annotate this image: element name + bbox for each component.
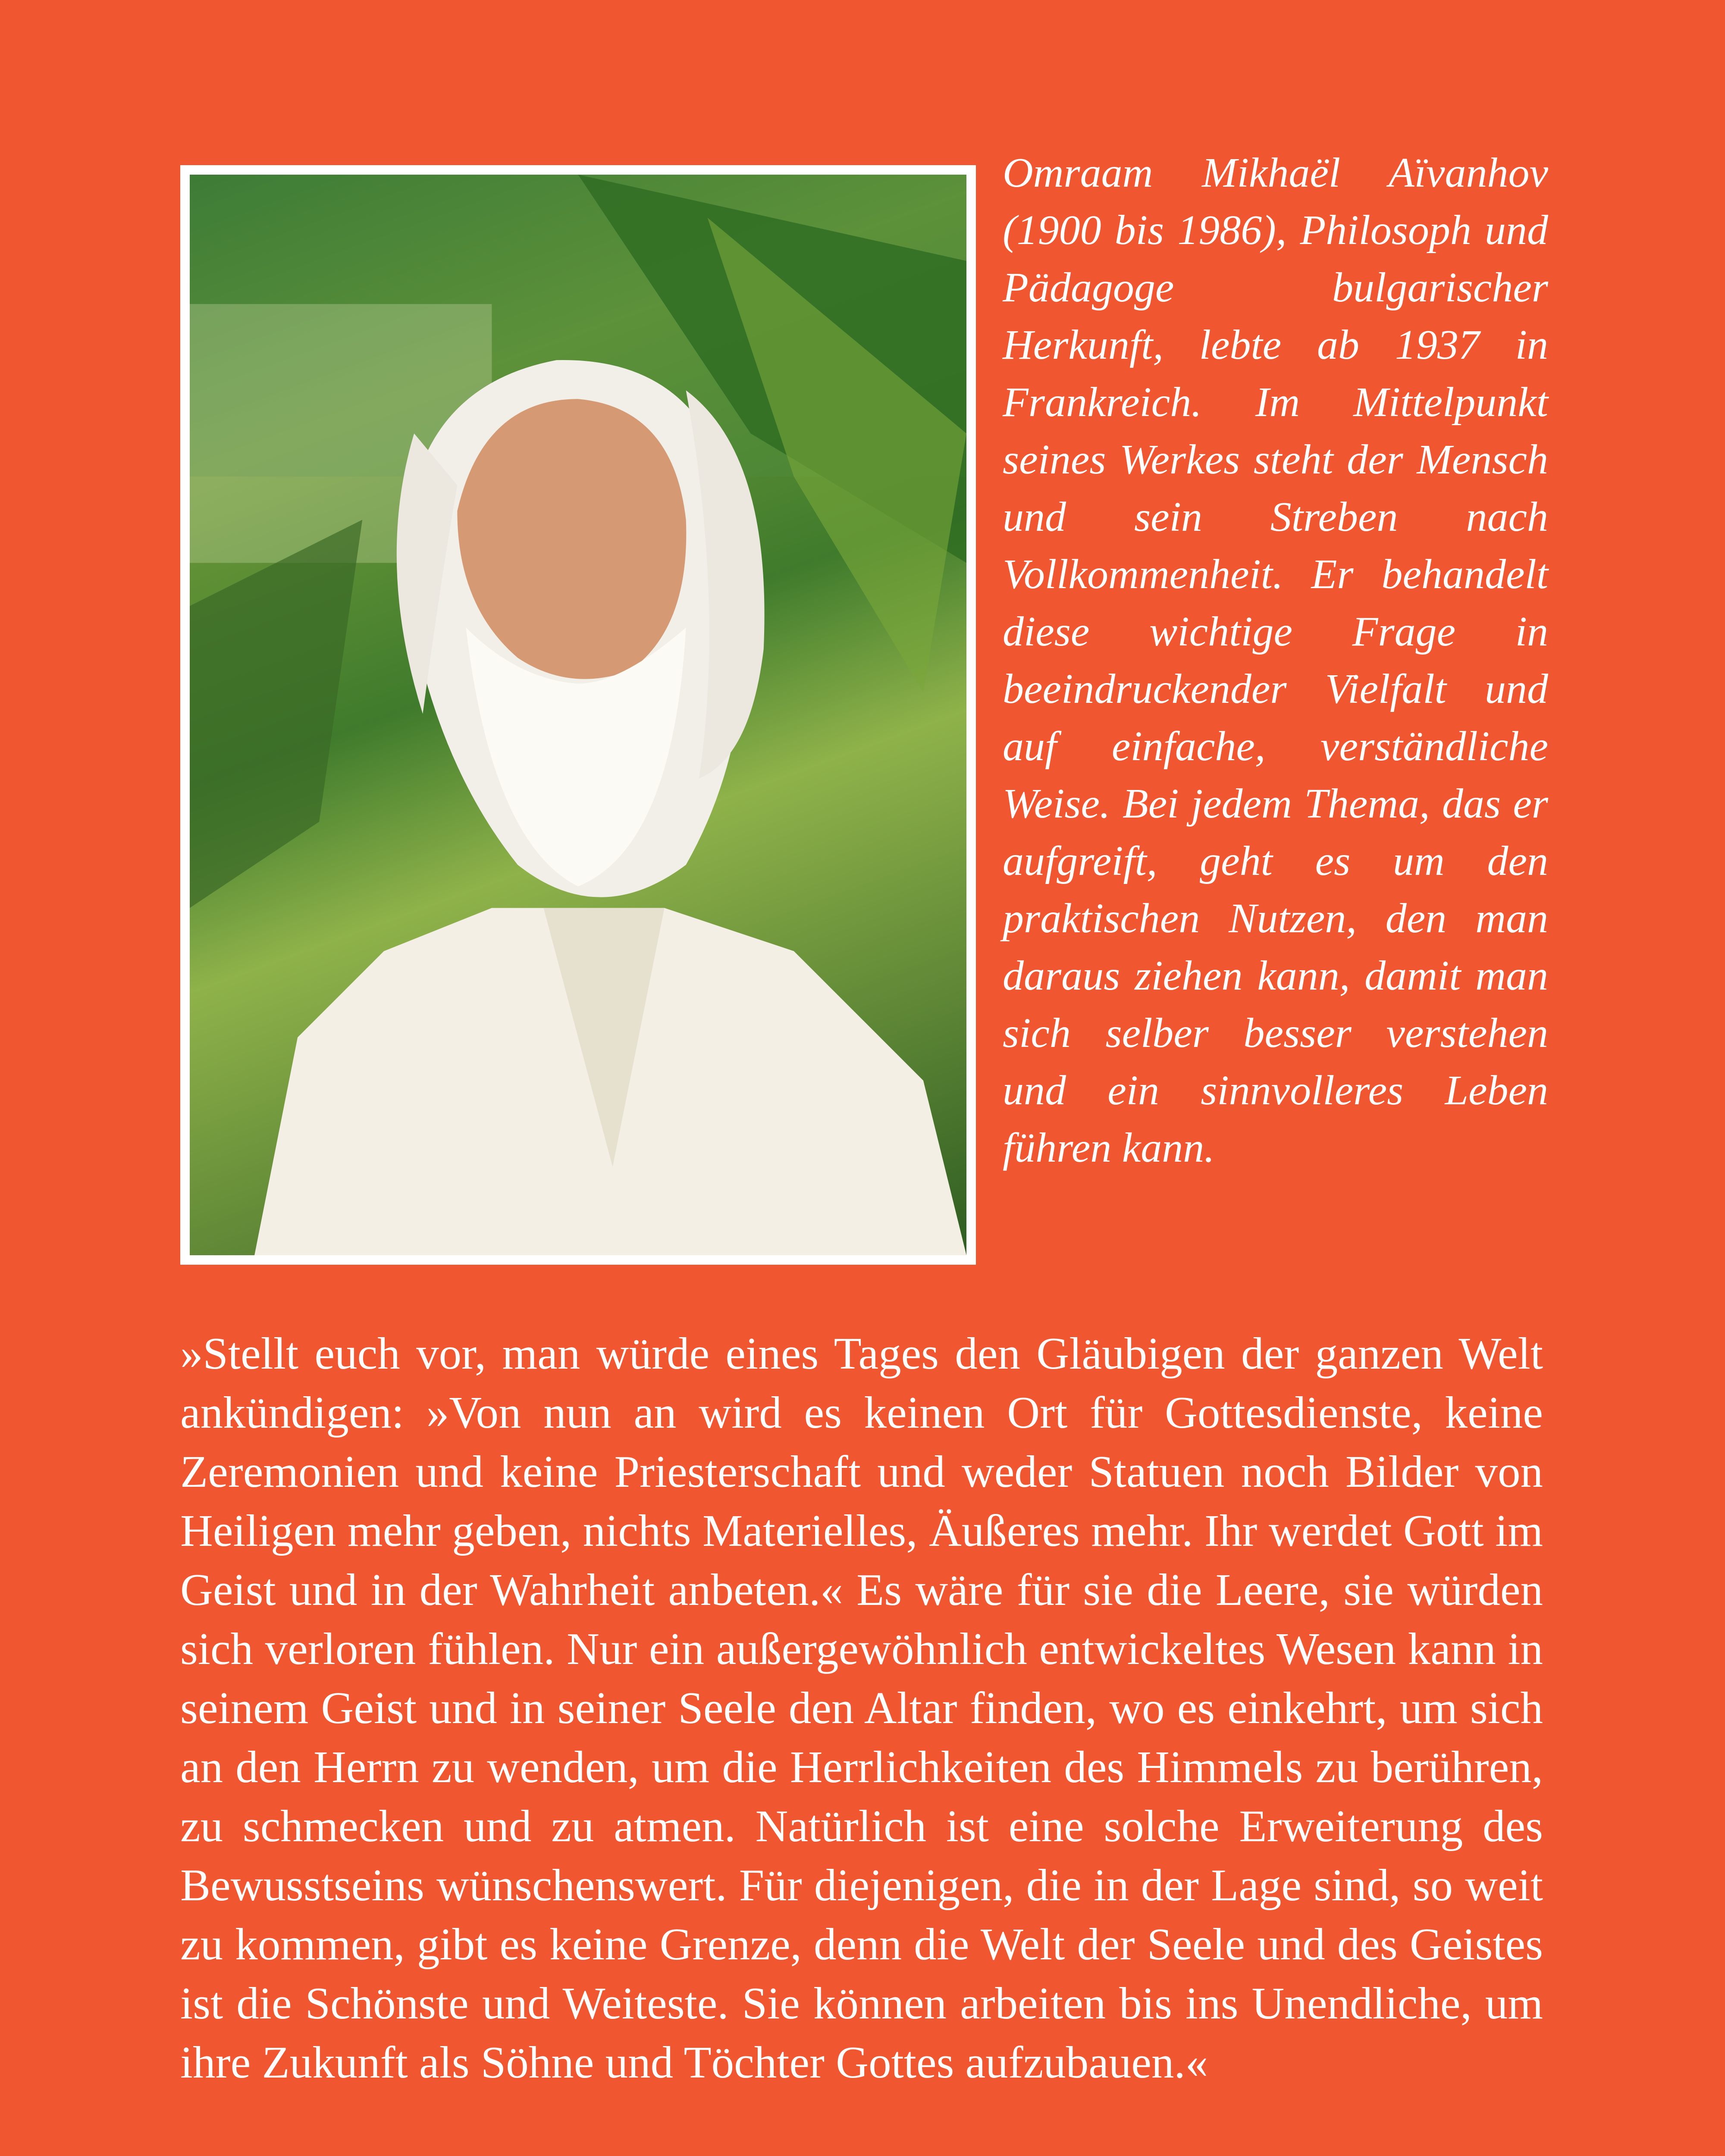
portrait-illustration: [190, 175, 966, 1255]
portrait-photo: [190, 175, 966, 1255]
author-biography: Omraam Mikhaël Aïvanhov (1900 bis 1986), Philosoph und Pädagoge bulgarischer Herkunft, lebte ab 1937 in Frankreich. Im Mittelpunkt seines Werkes steht der Mensch und sein Streben nach Vollkommenheit. Er behandelt diese wichtige Frage in beeindruckender Vielfalt und auf einfache, verständliche Weise. Bei jedem Thema, das er aufgreift, geht es um den praktischen Nutzen, den man daraus ziehen kann, damit man sich selber besser verstehen und ein sinnvolleres Leben führen kann.: [1003, 150, 1548, 1171]
author-portrait-frame: [180, 165, 976, 1265]
back-cover-quote: »Stellt euch vor, man würde eines Tages den Gläubigen der ganzen Welt ankündigen: »Von nun an wird es keinen Ort für Gottesdienste, keine Zeremonien und keine Priesterschaft und weder Statuen noch Bilder von Heiligen mehr geben, nichts Materielles, Äußeres mehr. Ihr werdet Gott im Geist und in der Wahrheit anbeten.« Es wäre für sie die Leere, sie würden sich verloren fühlen. Nur ein außergewöhnlich entwickeltes Wesen kann in seinem Geist und in seiner Seele den Altar finden, wo es einkehrt, um sich an den Herrn zu wenden, um die Herrlichkeiten des Himmels zu berühren, zu schmecken und zu atmen. Natürlich ist eine solche Erweiterung des Bewusstseins wünschenswert. Für diejenigen, die in der Lage sind, so weit zu kommen, gibt es keine Grenze, denn die Welt der Seele und des Geistes ist die Schönste und Weiteste. Sie können arbeiten bis ins Unendliche, um ihre Zukunft als Söhne und Töchter Gottes aufzubauen.«: [180, 1328, 1543, 2087]
